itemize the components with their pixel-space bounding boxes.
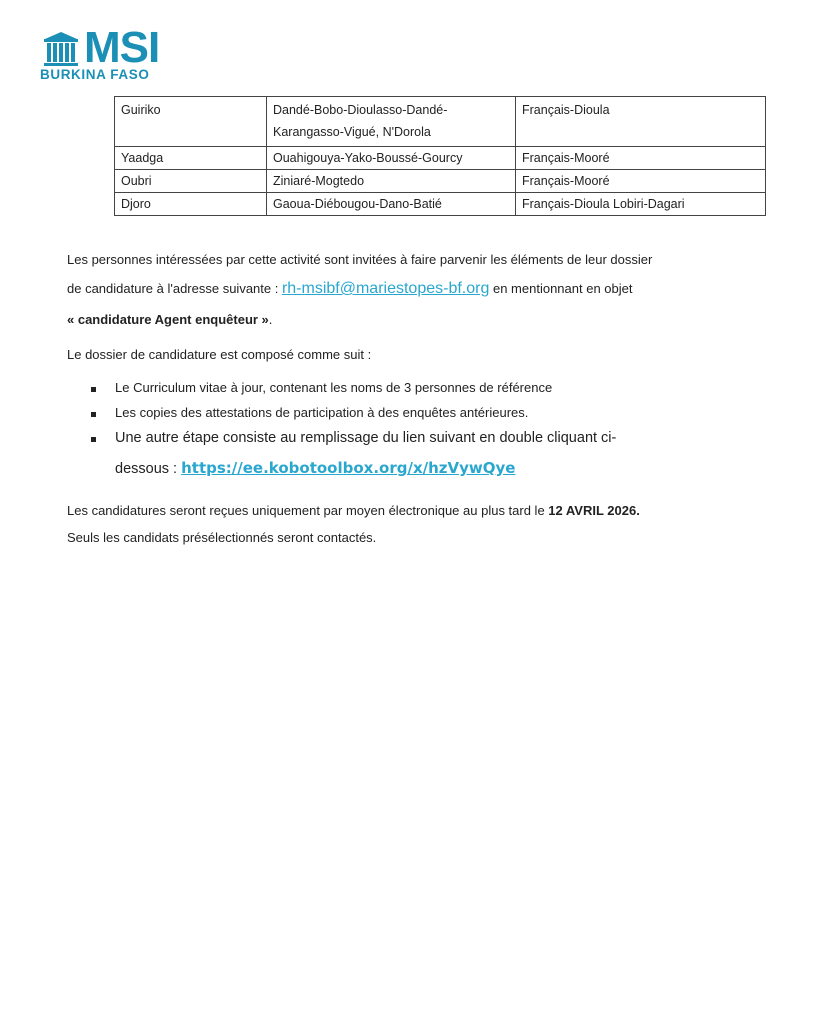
logo-name: MSI: [84, 23, 160, 72]
languages-cell: Français-Dioula Lobiri-Dagari: [516, 193, 766, 216]
bullet-icon: [91, 437, 96, 442]
localities-cell: Ziniaré-Mogtedo: [267, 170, 516, 193]
localities-cell: Ouahigouya-Yako-Boussé-Gourcy: [267, 147, 516, 170]
intro-line-3: [67, 312, 272, 327]
localities-line: Karangasso-Vigué, N'Dorola: [273, 125, 431, 139]
list-item-continuation: [115, 459, 515, 477]
table-row: [115, 193, 766, 216]
list-item: Une autre étape consiste au remplissage du lien suivant en double cliquant ci-: [115, 430, 617, 446]
localities-line: Dandé-Bobo-Dioulasso-Dandé-: [273, 103, 448, 117]
bullet-icon: [91, 387, 96, 392]
closing-line-2: Seuls les candidats présélectionnés seront contactés.: [67, 530, 377, 545]
bullet-icon: [91, 412, 96, 417]
intro-text: en mentionnant en objet: [489, 281, 633, 296]
table-row: [115, 97, 766, 147]
region-cell: Djoro: [115, 193, 267, 216]
dossier-heading: Le dossier de candidature est composé comme suit :: [67, 347, 372, 362]
closing-line-1: [67, 503, 640, 518]
localities-cell: Gaoua-Diébougou-Dano-Batié: [267, 193, 516, 216]
list-item: Les copies des attestations de participation à des enquêtes antérieures.: [115, 405, 529, 420]
languages-cell: Français-Mooré: [516, 147, 766, 170]
region-cell: Yaadga: [115, 147, 267, 170]
intro-text: de candidature à l'adresse suivante :: [67, 281, 282, 296]
table-row: [115, 170, 766, 193]
languages-cell: Français-Mooré: [516, 170, 766, 193]
logo-country: BURKINA FASO: [40, 67, 150, 82]
localities-cell: [267, 97, 516, 147]
intro-line-1: Les personnes intéressées par cette activité sont invitées à faire parvenir les éléments de leur dossier: [67, 252, 653, 267]
msi-logo: [40, 23, 200, 86]
languages-cell: Français-Dioula: [516, 97, 766, 147]
closing-text: Les candidatures seront reçues uniquement par moyen électronique au plus tard le: [67, 503, 549, 518]
email-link[interactable]: rh-msibf@mariestopes-bf.org: [281, 280, 490, 297]
building-icon: [42, 31, 80, 67]
subject-text: « candidature Agent enquêteur »: [67, 312, 269, 327]
region-cell: Oubri: [115, 170, 267, 193]
kobo-link[interactable]: https://ee.kobotoolbox.org/x/hzVywQye: [181, 459, 516, 477]
intro-line-2: [67, 280, 632, 298]
region-cell: Guiriko: [115, 97, 267, 147]
list-item-text: dessous :: [115, 461, 182, 477]
list-item: Le Curriculum vitae à jour, contenant les noms de 3 personnes de référence: [115, 380, 553, 395]
deadline-text: 12 AVRIL 2026.: [548, 503, 640, 518]
regions-table: [114, 96, 766, 216]
table-row: [115, 147, 766, 170]
subject-end: .: [268, 312, 273, 327]
